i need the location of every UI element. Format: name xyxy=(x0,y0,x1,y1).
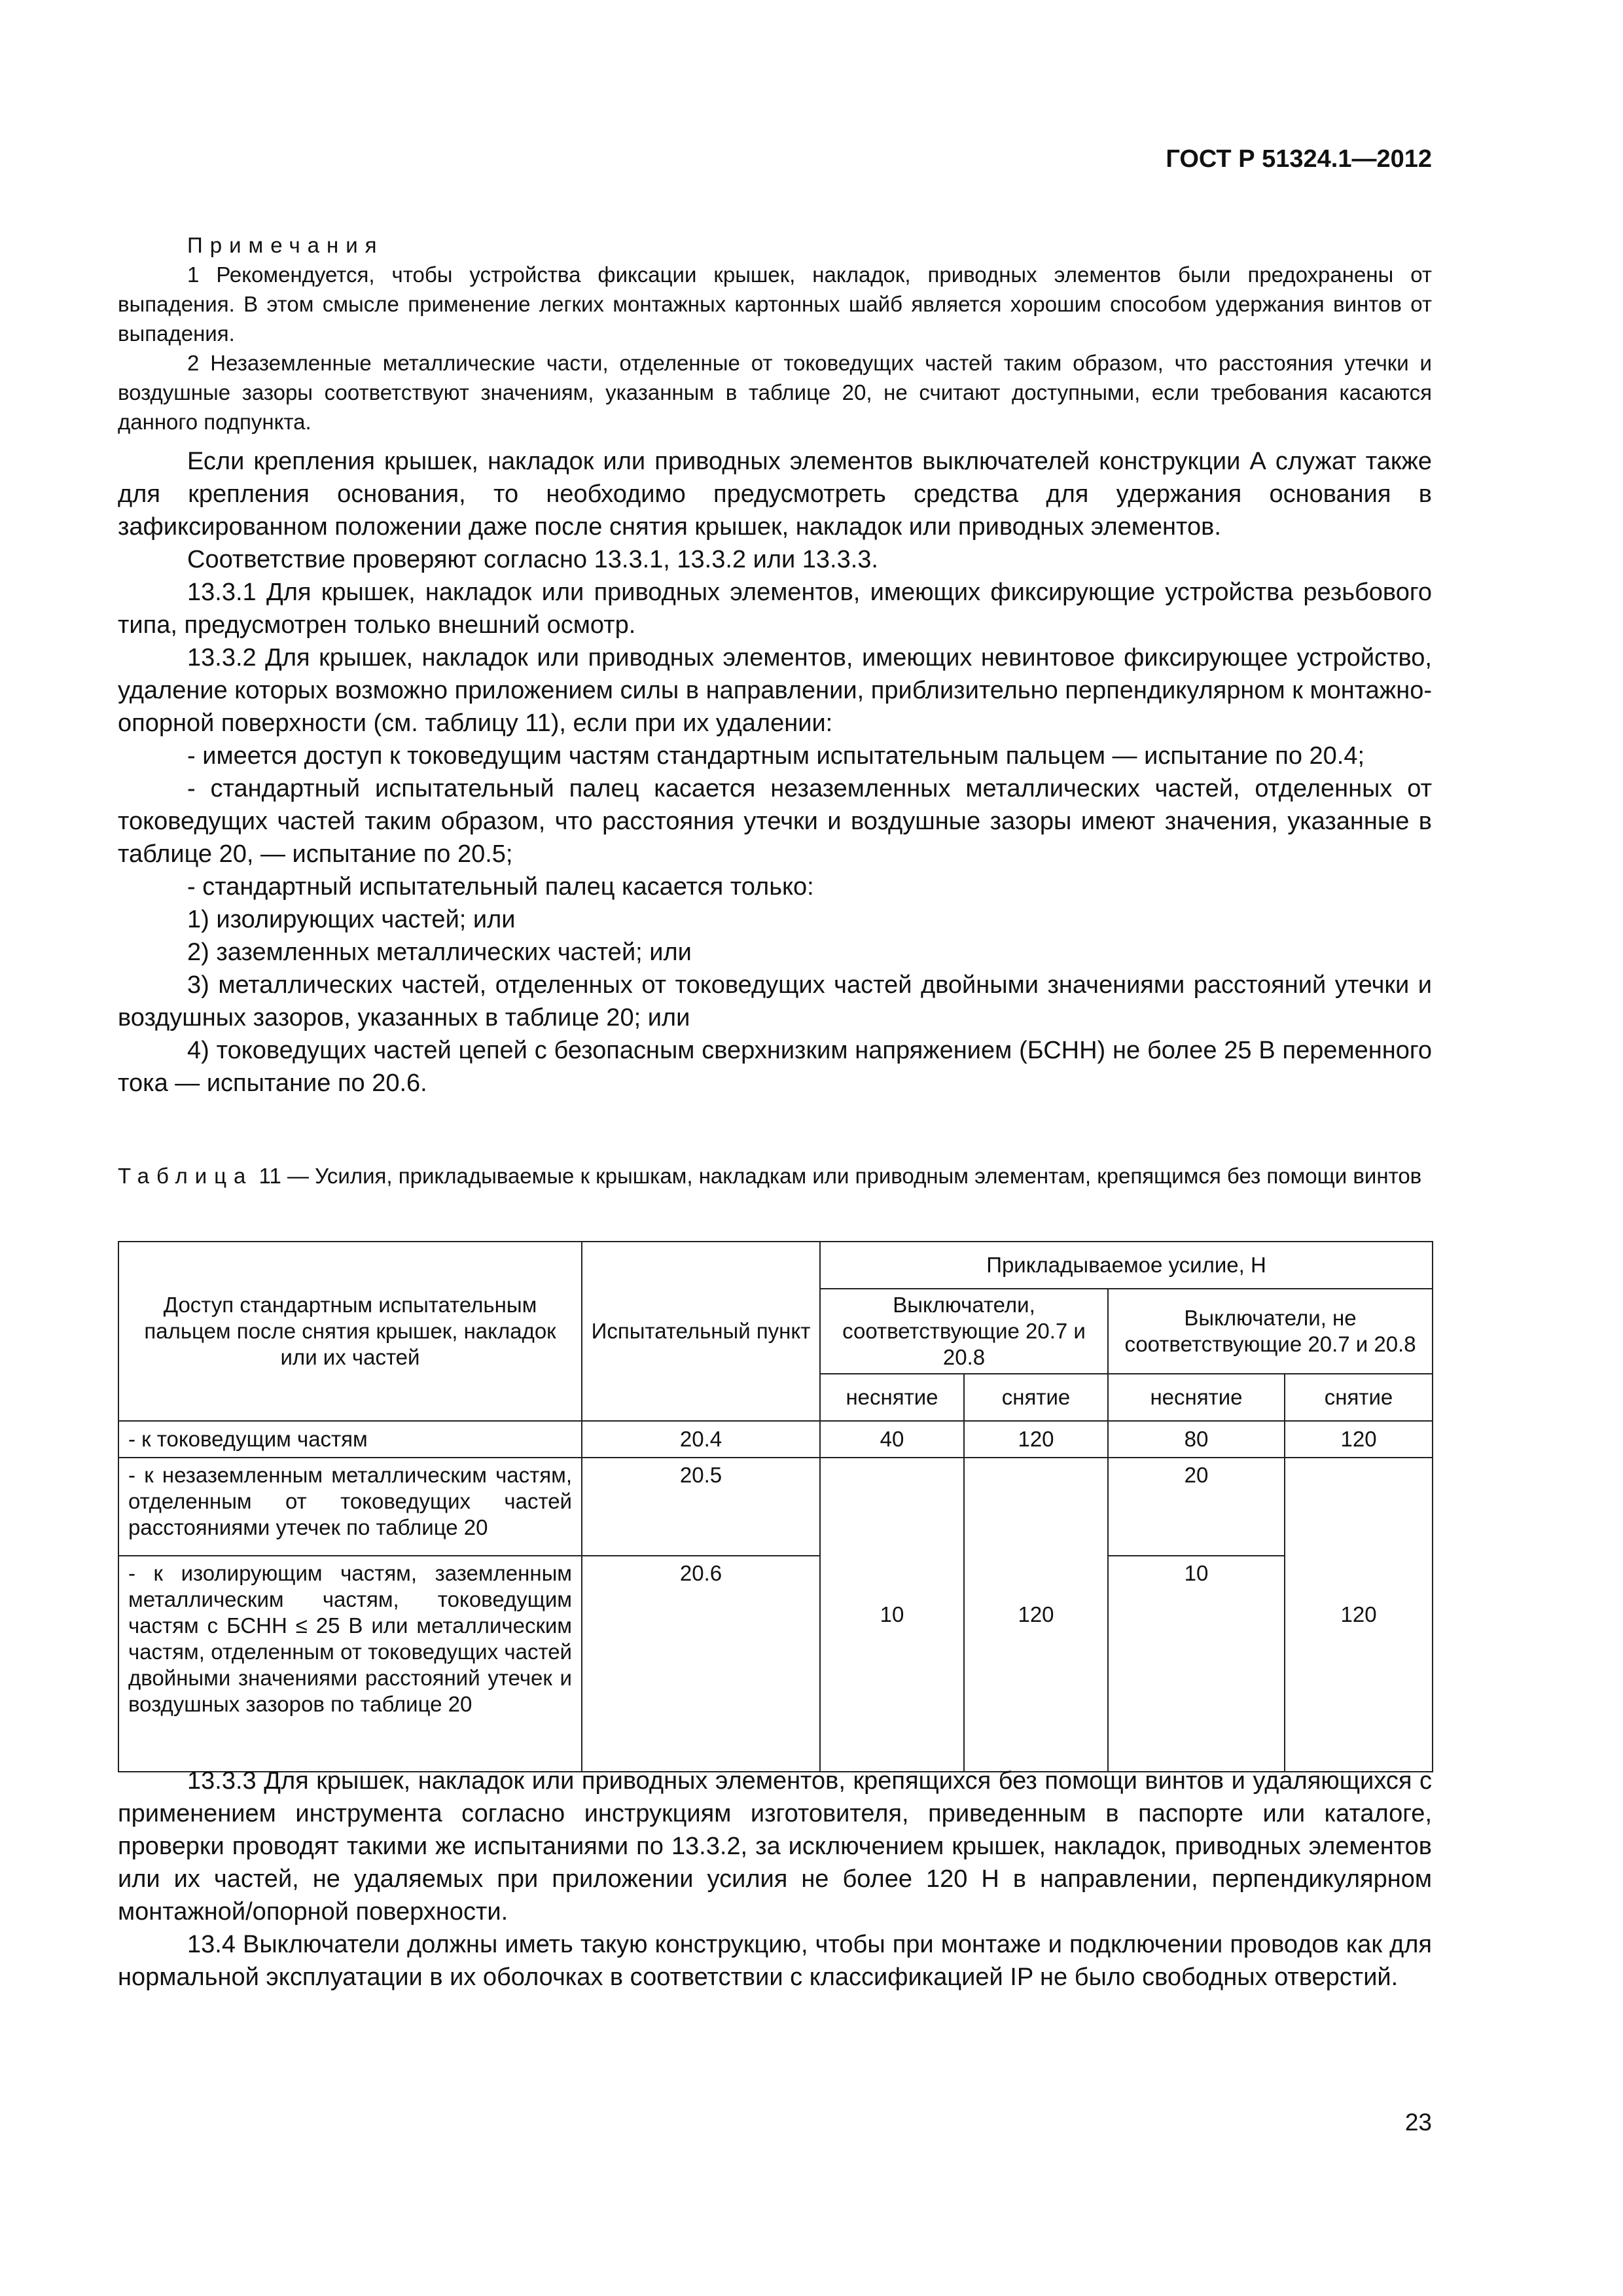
document-id: ГОСТ Р 51324.1—2012 xyxy=(1166,145,1432,173)
list-item: 2) заземленных металлических частей; или xyxy=(187,939,692,966)
header-group-noncompliant: Выключатели, не соответствующие 20.7 и 20.8 xyxy=(1108,1289,1433,1374)
table-11 xyxy=(118,1241,1433,1772)
cell-value-merged: 120 xyxy=(964,1458,1108,1772)
paragraph: Соответствие проверяют согласно 13.3.1, 13.3.2 или 13.3.3. xyxy=(187,546,878,573)
header-group-compliant: Выключатели, соответствующие 20.7 и 20.8 xyxy=(820,1289,1108,1374)
cell-value-merged: 120 xyxy=(1285,1458,1433,1772)
paragraph-13-4: 13.4 Выключатели должны иметь такую конструкцию, чтобы при монтаже и подключении проводов как для нормальной эксплуатации в их оболочках в соответствии с классификацией IP не было свободных отверстий. xyxy=(118,1931,1432,1991)
list-item: 4) токоведущих частей цепей с безопасным сверхнизким напряжением (БСНН) не более 25 В переменного тока — испытание по 20.6. xyxy=(118,1037,1432,1097)
table-row xyxy=(118,1458,1433,1556)
header-test-clause: Испытательный пункт xyxy=(582,1242,820,1421)
list-item: 3) металлических частей, отделенных от токоведущих частей двойными значениями расстояний утечки и воздушных зазоров, указанных в таблице 20; или xyxy=(118,971,1432,1031)
notes-title: Примечания xyxy=(187,233,384,257)
list-item: - стандартный испытательный палец касается только: xyxy=(187,873,814,901)
paragraph-13-3-3: 13.3.3 Для крышек, накладок или приводных элементов, крепящихся без помощи винтов и удаляющихся с применением инструмента согласно инструкциям изготовителя, приведенным в паспорте или каталоге, проверки проводят такими же испытаниями по 13.3.2, за исключением крышек, накладок, приводных элементов или их частей, не удаляемых при приложении усилия не более 120 Н в направлении, перпендикулярном монтажной/опорной поверхности. xyxy=(118,1767,1432,1926)
header-applied-force: Прикладываемое усилие, Н xyxy=(820,1242,1433,1289)
cell-value: 10 xyxy=(1108,1556,1285,1772)
list-item: - имеется доступ к токоведущим частям стандартным испытательным пальцем — испытание по 20.4; xyxy=(187,742,1365,770)
cell-test: 20.4 xyxy=(582,1421,820,1458)
note-2: 2 Незаземленные металлические части, отделенные от токоведущих частей таким образом, что расстояния утечки и воздушные зазоры соответствуют значениям, указанным в таблице 20, не считают доступными, если требования касаются данного подпункта. xyxy=(118,351,1432,434)
cell-test: 20.5 xyxy=(582,1458,820,1556)
header-removal: снятие xyxy=(964,1374,1108,1421)
table-row xyxy=(118,1556,1433,1772)
page-number: 23 xyxy=(1404,2109,1432,2136)
body-text-upper xyxy=(118,445,1432,1100)
header-no-removal: неснятие xyxy=(1108,1374,1285,1421)
cell-access: - к незаземленным металлическим частям, отделенным от токоведущих частей расстояниями утечек по таблице 20 xyxy=(118,1458,582,1556)
cell-test: 20.6 xyxy=(582,1556,820,1772)
paragraph-13-3-2: 13.3.2 Для крышек, накладок или приводных элементов, имеющих невинтовое фиксирующее устройство, удаление которых возможно приложением силы в направлении, приблизительно перпендикулярном к монтажно-опорной поверхности (см. таблицу 11), если при их удалении: xyxy=(118,644,1432,737)
body-text-lower xyxy=(118,1765,1432,1994)
table-row xyxy=(118,1421,1433,1458)
notes-block xyxy=(118,230,1432,437)
cell-access: - к изолирующим частям, заземленным металлическим частям, токоведущим частям с БСНН ≤ 25 В или металлическим частям, отделенным от токоведущих частей двойными значениями расстояний утечек и воздушных зазоров по таблице 20 xyxy=(118,1556,582,1772)
paragraph: Если крепления крышек, накладок или приводных элементов выключателей конструкции А служат также для крепления основания, то необходимо предусмотреть средства для удержания основания в зафиксированном положении даже после снятия крышек, накладок или приводных элементов. xyxy=(118,448,1432,541)
cell-access: - к токоведущим частям xyxy=(118,1421,582,1458)
table-caption-label: Таблица xyxy=(118,1164,253,1188)
note-1: 1 Рекомендуется, чтобы устройства фиксации крышек, накладок, приводных элементов были предохранены от выпадения. В этом смысле применение легких монтажных картонных шайб является хорошим способом удержания винтов от выпадения. xyxy=(118,262,1432,346)
list-item: 1) изолирующих частей; или xyxy=(187,906,516,933)
cell-value: 120 xyxy=(964,1421,1108,1458)
table-caption xyxy=(118,1161,1432,1191)
header-removal: снятие xyxy=(1285,1374,1433,1421)
cell-value: 20 xyxy=(1108,1458,1285,1556)
header-access: Доступ стандартным испытательным пальцем после снятия крышек, накладок или их частей xyxy=(118,1242,582,1421)
cell-value: 40 xyxy=(820,1421,964,1458)
paragraph-13-3-1: 13.3.1 Для крышек, накладок или приводных элементов, имеющих фиксирующие устройства резьбового типа, предусмотрен только внешний осмотр. xyxy=(118,579,1432,639)
table-caption-text: 11 — Усилия, прикладываемые к крышкам, накладкам или приводным элементам, крепящимся без помощи винтов xyxy=(253,1164,1422,1188)
cell-value: 80 xyxy=(1108,1421,1285,1458)
cell-value-merged: 10 xyxy=(820,1458,964,1772)
header-no-removal: неснятие xyxy=(820,1374,964,1421)
cell-value: 120 xyxy=(1285,1421,1433,1458)
list-item: - стандартный испытательный палец касается незаземленных металлических частей, отделенных от токоведущих частей таким образом, что расстояния утечки и воздушные зазоры имеют значения, указанные в таблице 20, — испытание по 20.5; xyxy=(118,775,1432,868)
